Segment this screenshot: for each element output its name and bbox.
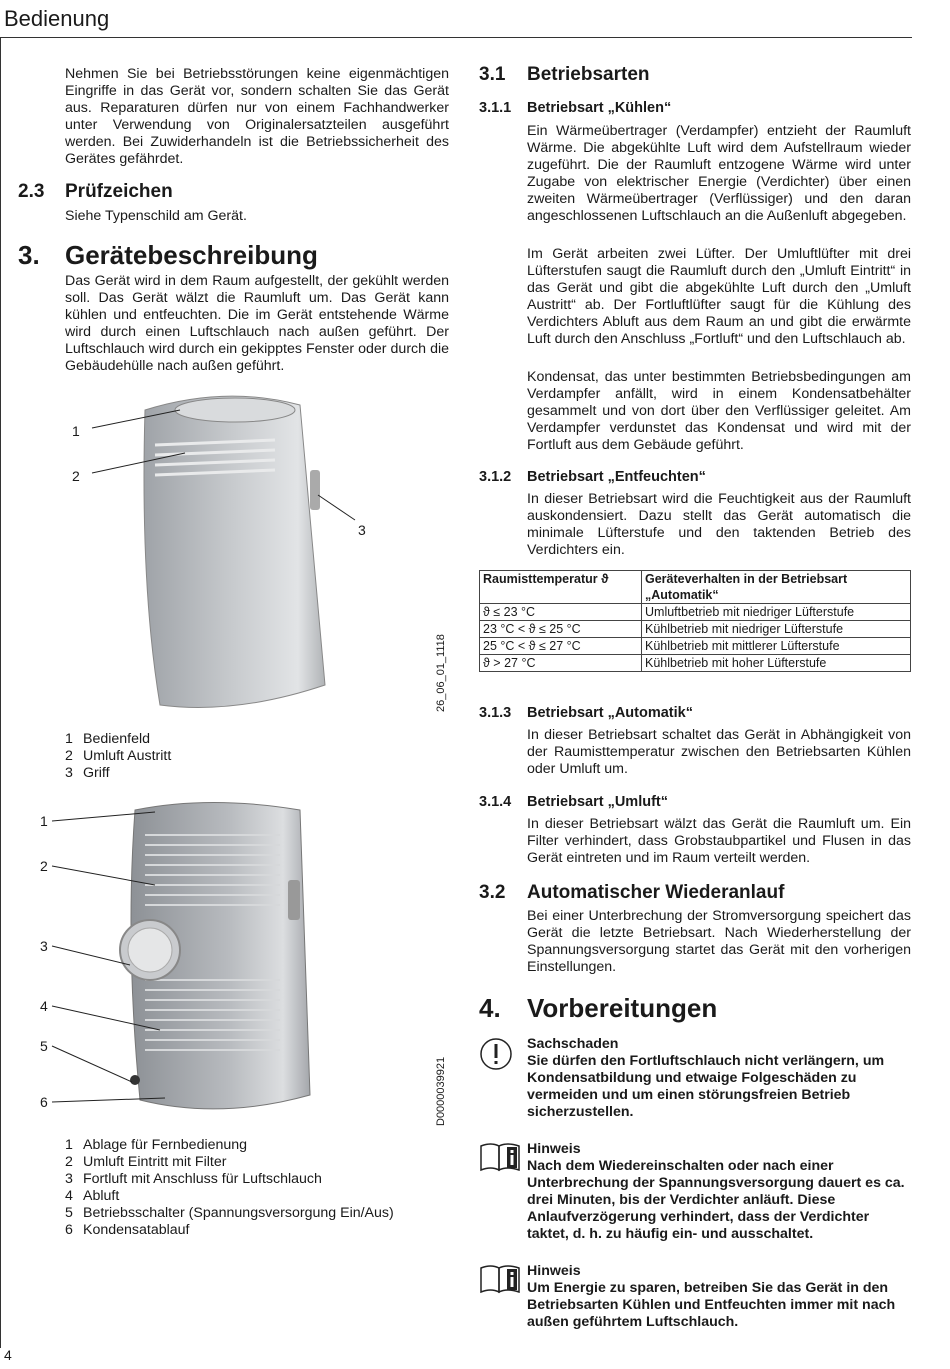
table-cell: 25 °C < ϑ ≤ 27 °C — [480, 638, 642, 655]
paragraph: Kondensat, das unter bestimmten Betriebsbedingungen am Verdampfer anfällt, wird in einem Kondensatbehälter gesammelt und von dort über den Verflüssiger geleitet. Am Verdampfer verdunstet das Kondensat und wird mit der Fortluft aus dem Gebäude geführt. — [527, 369, 911, 453]
subsection-title: Betriebsart „Kühlen“ — [527, 100, 672, 116]
header-rule — [0, 37, 912, 38]
subsection-title: Betriebsart „Umluft“ — [527, 794, 668, 810]
page-header-title: Bedienung — [4, 6, 110, 31]
paragraph: In dieser Betriebsart wälzt das Gerät die Raumluft um. Ein Filter verhindert, dass Grobstaubpartikel und Flusen in das Gerät eintreten und im Raum verteilt werden. — [527, 816, 911, 866]
subsection-title: Betriebsart „Automatik“ — [527, 705, 693, 721]
callout-2: 2 — [72, 468, 80, 484]
paragraph: In dieser Betriebsart wird die Feuchtigkeit aus der Raumluft auskondensiert. Dazu stellt das Gerät automatisch die minimale Lüfterstufe und den taktenden Betrieb des Verdichters ein. — [527, 491, 911, 558]
callout-1: 1 — [40, 813, 48, 829]
section-title: Automatischer Wiederanlauf — [527, 882, 785, 903]
chapter-number: 4. — [479, 993, 501, 1023]
front-leader-lines — [60, 385, 420, 585]
callout-5: 5 — [40, 1038, 48, 1054]
chapter-title: Gerätebeschreibung — [65, 240, 318, 270]
table-cell: Kühlbetrieb mit niedriger Lüfterstufe — [642, 621, 911, 638]
section-text: Siehe Typenschild am Gerät. — [65, 208, 247, 224]
chapter-text: Das Gerät wird in dem Raum aufgestellt, der gekühlt werden soll. Das Gerät wälzt die Raumluft um. Das Gerät kann kühlen und entfeuchten. Die im Gerät entstehende Wärme wird durch einen Luftschlauch nach außen geführt. Der Luftschlauch wird durch ein gekipptes Fenster oder durch die Gebäudehülle nach außen geführt. — [65, 273, 449, 374]
page-number: 4 — [4, 1347, 12, 1363]
section-number: 3.2 — [479, 882, 506, 903]
subsection-number: 3.1.4 — [479, 794, 512, 810]
legend-item: 1 Ablage für Fernbedienung — [65, 1137, 248, 1153]
table-row — [480, 621, 911, 638]
figure-code: D0000039921 — [435, 1056, 447, 1126]
info-book-icon — [479, 1262, 523, 1296]
table-cell: 23 °C < ϑ ≤ 25 °C — [480, 621, 642, 638]
temperature-table — [479, 570, 911, 672]
note-text: Um Energie zu sparen, betreiben Sie das Gerät in den Betriebsarten Kühlen und Entfeuchten immer mit nach außen geführtem Luftschlauch. — [527, 1280, 896, 1330]
warning-icon — [479, 1037, 513, 1071]
paragraph: In dieser Betriebsart schaltet das Gerät in Abhängigkeit von der Raumisttemperatur zwischen den Betriebsarten Kühlen oder Umluft um. — [527, 727, 911, 777]
back-leader-lines — [40, 800, 170, 1110]
section-number: 3.1 — [479, 64, 506, 85]
note-title: Sachschaden — [527, 1036, 619, 1052]
callout-4: 4 — [40, 998, 48, 1014]
table-row — [480, 638, 911, 655]
paragraph: Bei einer Unterbrechung der Stromversorgung speichert das Gerät die letzte Betriebsart. Nach Wiederherstellung der Spannungsversorgung startet das Gerät mit den vorherigen Einstellungen. — [527, 908, 911, 975]
table-cell: ϑ > 27 °C — [480, 655, 642, 672]
subsection-number: 3.1.3 — [479, 705, 512, 721]
callout-1: 1 — [72, 423, 80, 439]
left-margin-rule — [0, 38, 1, 1348]
legend-item: 2 Umluft Eintritt mit Filter — [65, 1154, 227, 1170]
figure-legend — [65, 1137, 394, 1239]
table-row — [480, 655, 911, 672]
table-cell: Kühlbetrieb mit mittlerer Lüfterstufe — [642, 638, 911, 655]
note-title: Hinweis — [527, 1263, 581, 1279]
figure-code: 26_06_01_1118 — [435, 634, 447, 712]
note-text: Nach dem Wiedereinschalten oder nach einer Unterbrechung der Spannungsversorgung dauert es ca. drei Minuten, bis der Verdichter anläuft. Diese Anlaufverzögerung verhindert, dass der Verdichter taktet, d. h. zu häufig ein- und ausschaltet. — [527, 1158, 905, 1242]
legend-item: 4 Abluft — [65, 1188, 120, 1204]
section-title: Betriebsarten — [527, 64, 650, 85]
table-row — [480, 604, 911, 621]
subsection-number: 3.1.1 — [479, 100, 512, 116]
figure-legend — [65, 731, 171, 782]
table-header-cell: Geräteverhalten in der Betriebsart „Automatik“ — [642, 571, 911, 604]
paragraph: Im Gerät arbeiten zwei Lüfter. Der Umluftlüfter mit drei Lüfterstufen saugt die Raumluft durch den „Umluft Eintritt“ in das Gerät und gibt die abgekühlte Luft durch den „Umluft Austritt“ ab. Der Fortluftlüfter saugt für die Kühlung des Verdichters Abluft aus dem Raum an und gibt die erwärmte Luft durch den Anschluss „Fortluft“ und den Luftschlauch ab. — [527, 246, 911, 347]
callout-3: 3 — [40, 938, 48, 954]
intro-paragraph: Nehmen Sie bei Betriebsstörungen keine eigenmächtigen Eingriffe in das Gerät vor, sondern schalten Sie das Gerät aus. Reparaturen dürfen nur von einem Fachhandwerker unter Verwendung von Originalersatzteilen ausgeführt werden. Bei Zuwiderhandeln ist die Betriebssicherheit des Gerätes gefährdet. — [65, 66, 449, 167]
table-cell: Umluftbetrieb mit niedriger Lüfterstufe — [642, 604, 911, 621]
legend-item: 6 Kondensatablauf — [65, 1222, 190, 1238]
chapter-title: Vorbereitungen — [527, 993, 718, 1023]
callout-6: 6 — [40, 1094, 48, 1110]
legend-item: 1 Bedienfeld — [65, 731, 151, 747]
callout-3: 3 — [358, 522, 366, 538]
table-cell: ϑ ≤ 23 °C — [480, 604, 642, 621]
table-header-cell: Raumisttemperatur ϑ — [480, 571, 642, 604]
legend-item: 3 Griff — [65, 765, 110, 781]
section-number: 2.3 — [18, 181, 45, 202]
callout-2: 2 — [40, 858, 48, 874]
section-title: Prüfzeichen — [65, 181, 173, 202]
paragraph: Ein Wärmeübertrager (Verdampfer) entzieht der Raumluft Wärme. Die abgekühlte Luft wird dem Aufstellraum wieder zugeführt. Die der Raumluft entzogene Wärme wird unter Zugabe von elektrischer Energie (Verdichter) über einen zweiten Wärmeübertrager (Verflüssiger) und den daran angeschlossenen Luftschlauch an die Außenluft abgegeben. — [527, 123, 911, 224]
note-text: Sie dürfen den Fortluftschlauch nicht verlängern, um Kondensatbildung und etwaige Folgeschäden zu vermeiden und um einen störungsfreien Betrieb sicherzustellen. — [527, 1053, 885, 1120]
info-book-icon — [479, 1140, 523, 1174]
subsection-title: Betriebsart „Entfeuchten“ — [527, 469, 706, 485]
legend-item: 5 Betriebsschalter (Spannungsversorgung Ein/Aus) — [65, 1205, 394, 1221]
legend-item: 2 Umluft Austritt — [65, 748, 172, 764]
chapter-number: 3. — [18, 240, 40, 270]
table-header-row — [480, 571, 911, 604]
subsection-number: 3.1.2 — [479, 469, 512, 485]
table-cell: Kühlbetrieb mit hoher Lüfterstufe — [642, 655, 911, 672]
note-title: Hinweis — [527, 1141, 581, 1157]
legend-item: 3 Fortluft mit Anschluss für Luftschlauch — [65, 1171, 322, 1187]
